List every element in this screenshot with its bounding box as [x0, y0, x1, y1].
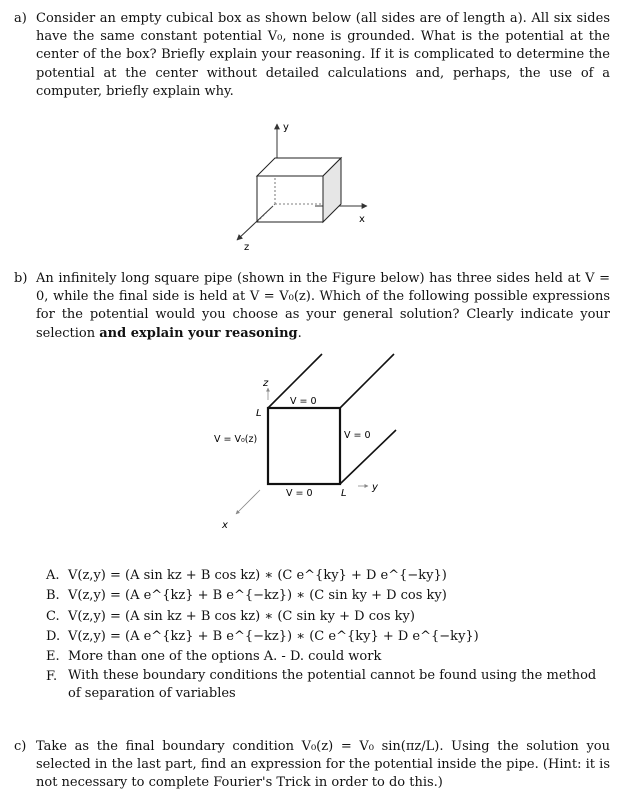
part-a-text: Consider an empty cubical box as shown below (all sides are of length a). All six sides have the same constant potential V₀, none is grounded. What is the potential at the center of the box? Briefly explain your reasoning. If it is complicated to determine the potential at the center without detailed calculations and, perhaps, the use of a computer, briefly explain why.	[36, 11, 610, 99]
part-b-bold: and explain your reasoning	[99, 325, 298, 341]
option-e	[46, 647, 612, 667]
option-key: B.	[46, 588, 60, 604]
cube-label-y: y	[283, 122, 289, 133]
pipe-label-top: V = 0	[290, 396, 317, 407]
option-c	[46, 607, 612, 627]
pipe-x-axis	[236, 490, 260, 514]
cube-label-z: z	[244, 242, 250, 253]
option-d	[46, 627, 612, 647]
pipe-label-x: x	[222, 520, 228, 531]
option-key: F.	[46, 669, 58, 685]
part-b-text: An infinitely long square pipe (shown in the Figure below) has three sides held at V = 0, while the final side is held at V = V₀(z). Which of the following possible expressions for the potential would you choose as your general solution? Clearly indicate your selection	[36, 271, 610, 341]
pipe-figure	[200, 350, 420, 540]
option-b	[46, 586, 612, 606]
pipe-length-right: L	[341, 488, 347, 499]
option-key: E.	[46, 649, 60, 665]
option-key: D.	[46, 628, 61, 644]
part-c-text: Take as the final boundary condition V₀(z) = V₀ sin(πz/L). Using the solution you selected in the last part, find an expression for the potential inside the pipe. (Hint: it is not necessary to complete Fourier's Trick in order to do this.)	[36, 739, 610, 791]
option-key: A.	[46, 568, 60, 583]
option-f	[46, 667, 612, 703]
option-text: With these boundary conditions the potential cannot be found using the method of separation of variables	[68, 668, 597, 702]
pipe-length-top: L	[256, 408, 262, 419]
option-key: C.	[46, 608, 60, 624]
part-b-end: .	[297, 325, 302, 341]
option-text: More than one of the options A. - D. could work	[68, 649, 382, 665]
options-list	[46, 566, 612, 703]
option-text: V(z,y) = (A sin kz + B cos kz) ∗ (C e^{ky} + D e^{−ky})	[68, 568, 447, 583]
option-text: V(z,y) = (A sin kz + B cos kz) ∗ (C sin ky + D cos ky)	[68, 608, 415, 624]
pipe-label-left: V = V₀(z)	[214, 434, 258, 445]
part-b-label: b)	[14, 271, 28, 286]
pipe-label-y: y	[372, 482, 378, 493]
part-a	[14, 10, 610, 101]
cube-z-axis	[237, 206, 273, 240]
pipe-edge-top-right	[340, 354, 394, 408]
pipe-front-square	[268, 408, 340, 484]
part-b	[14, 270, 610, 343]
cube-front-face	[257, 176, 323, 222]
cube-figure	[225, 118, 385, 258]
pipe-label-right: V = 0	[344, 430, 371, 441]
part-c-label: c)	[14, 739, 27, 754]
pipe-label-z: z	[263, 378, 269, 389]
option-text: V(z,y) = (A e^{kz} + B e^{−kz}) ∗ (C sin ky + D cos ky)	[68, 588, 447, 604]
part-b-body	[14, 270, 610, 343]
part-c	[14, 738, 610, 793]
part-a-label: a)	[14, 11, 27, 26]
cube-label-x: x	[359, 214, 365, 225]
option-a	[46, 566, 612, 586]
option-text: V(z,y) = (A e^{kz} + B e^{−kz}) ∗ (C e^{ky} + D e^{−ky})	[68, 628, 479, 644]
pipe-label-bottom: V = 0	[286, 488, 313, 499]
